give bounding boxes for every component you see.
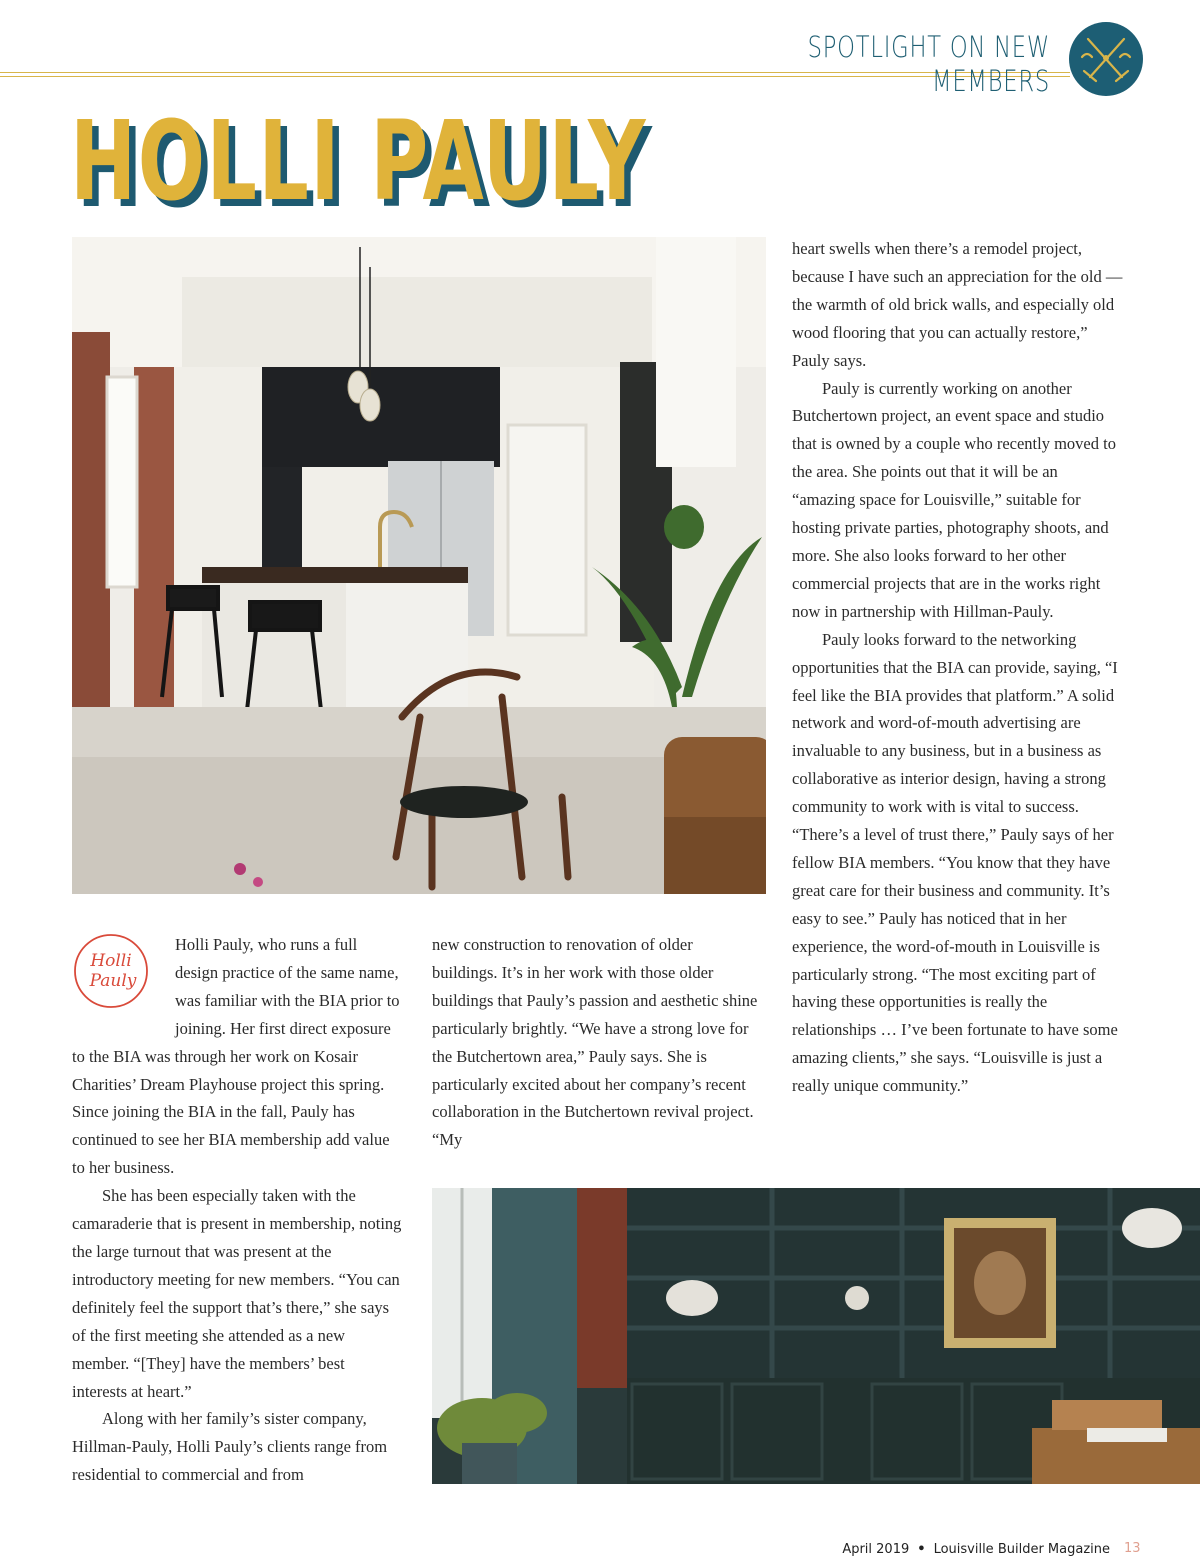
svg-text:Holli: Holli [90,951,132,971]
paragraph: new construction to renovation of older buildings. It’s in her work with those older buildings that Pauly’s passion and aesthetic shine particularly brightly. “We have a strong love for the Butchertown area,” Pauly says. She is particularly excited about her company’s recent collaboration in the Butchertown revival project. “My [432,935,758,1150]
section-label: SPOTLIGHT ON NEW MEMBERS [807,30,1050,98]
svg-text:Pauly: Pauly [89,971,137,991]
paragraph: Pauly looks forward to the networking opportunities that the BIA can provide, saying, “I feel like the BIA provides that platform.” A solid network and word-of-mouth advertising are invaluable to any business, but in a business as collaborative as interior design, having a strong community to work with is vital to success. “There’s a level of trust there,” Pauly says of her fellow BIA members. “You know that they have great care for their business and community. It’s easy to see.” Pauly has noticed that in her experience, the word-of-mouth in Louisville is particularly strong. “The most exciting part of having these opportunities is really the relationships … I’ve been fortunate to have some amazing clients,” she says. “Louisville is just a really unique community.” [792,629,1118,1096]
footer-separator: • [917,1542,926,1557]
paragraph: heart swells when there’s a remodel project, because I have such an appreciation for the old — the warmth of old brick walls, and especially old wood flooring that you can actually restore,” Pauly says. [792,239,1123,370]
page-footer [0,1542,1110,1557]
bookshelf-photo [432,1188,1200,1484]
kitchen-photo [72,237,766,894]
paragraph: She has been especially taken with the camaraderie that is present in membership, noting the large turnout that was present at the introductory meeting for new members. “You can definitely feel the support that’s there,” she says of the first meeting she attended as a new member. “[They] have the members’ best interests at heart.” [72,1186,402,1401]
paragraph: Pauly is currently working on another Butchertown project, an event space and studio that is owned by a couple who recently moved to the area. She points out that it will be an “amazing space for Louisville,” suitable for hosting private parties, photography shoots, and more. She also looks forward to her other commercial projects that are in the works right now in partnership with Hillman-Pauly. [792,378,1116,621]
crossed-swords-icon [1068,21,1144,97]
article-column-2 [432,931,762,1154]
paragraph: Along with her family’s sister company, Hillman-Pauly, Holli Pauly’s clients range from residential to commercial and from [72,1409,388,1485]
issue-date: April 2019 [842,1542,910,1557]
article-title: HOLLI PAULY [70,97,647,225]
page-number: 13 [1124,1541,1141,1556]
article-column-3 [792,235,1125,1100]
article-column-1 [72,931,402,1489]
paragraph: Holli Pauly, who runs a full design practice of the same name, was familiar with the BIA prior to joining. Her first direct exposure to the BIA was through her work on Kosair Charities’ Dream Playhouse project this spring. Since joining the BIA in the fall, Pauly has continued to see her BIA membership add value to her business. [72,935,400,1178]
magazine-name: Louisville Builder Magazine [933,1542,1110,1557]
